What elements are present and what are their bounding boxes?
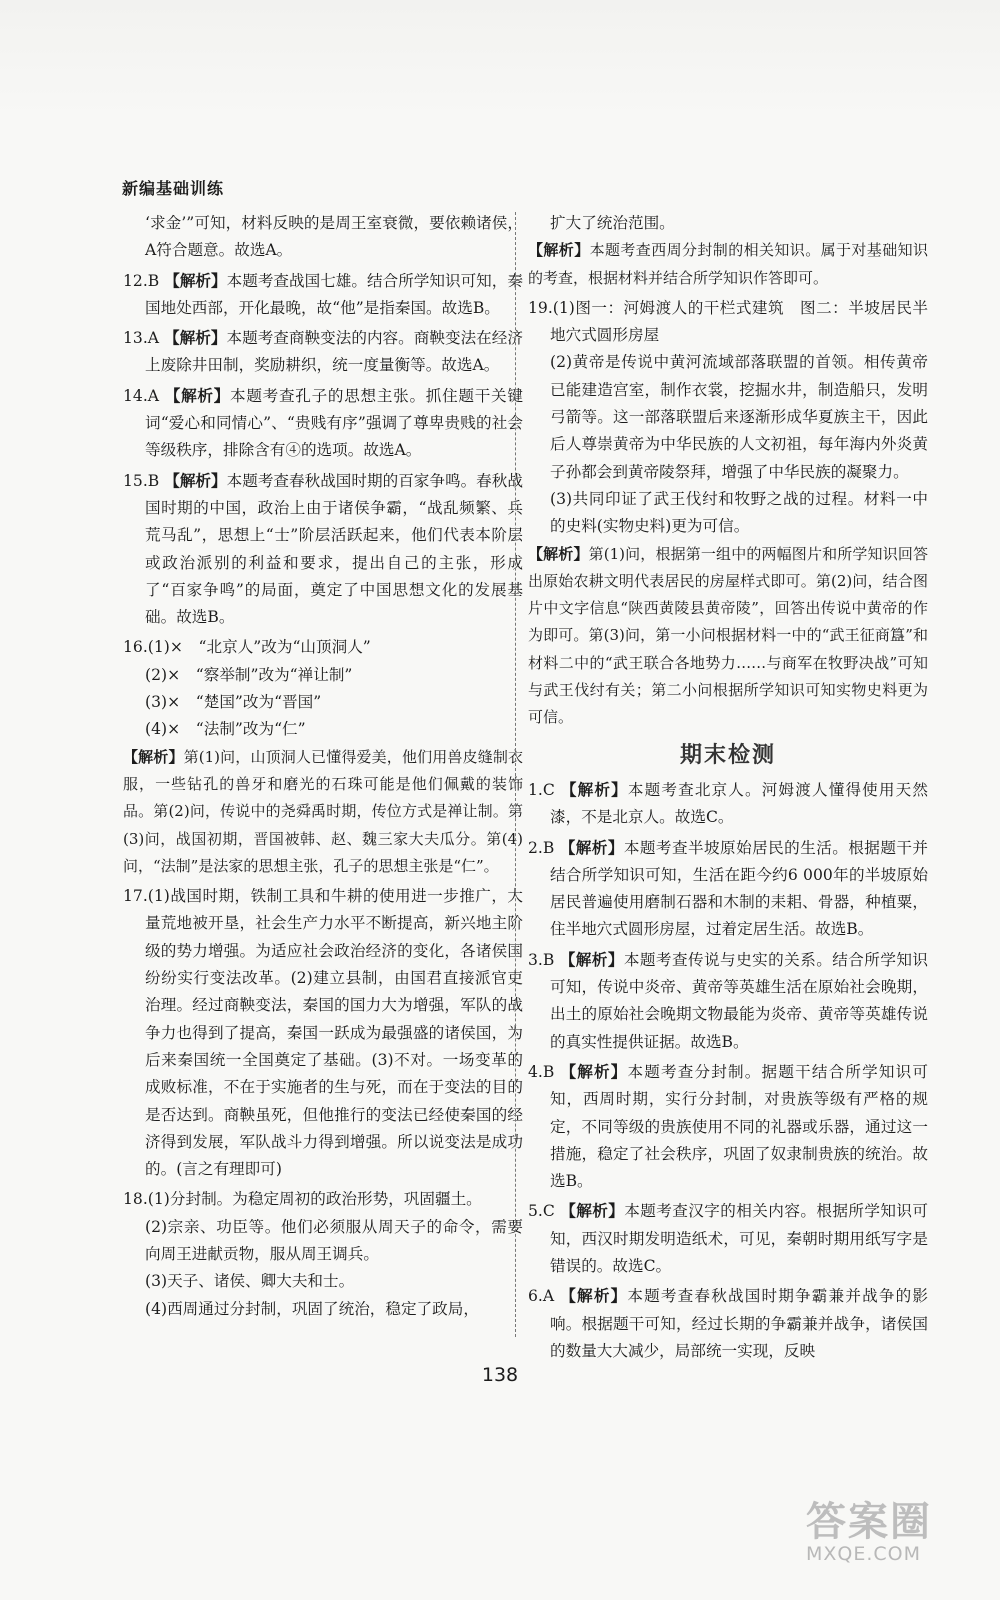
answer-head: 2.B <box>528 838 555 857</box>
analysis-tag: 【解析】 <box>560 1287 628 1306</box>
analysis-tag: 【解析】 <box>528 241 590 260</box>
exam-answer-2 <box>528 835 928 944</box>
column-divider <box>515 212 516 1337</box>
analysis-text: 第(1)问，山顶洞人已懂得爱美，他们用兽皮缝制衣服，一些钻孔的兽牙和磨光的石珠可能是他们佩戴的装饰品。第(2)问，传说中的尧舜禹时期，传位方式是禅让制。第(3)问，战国初期，晋国被韩、赵、魏三家大夫瓜分。第(4)问，“法制”是法家的思想主张，孔子的思想主张是“仁”。 <box>123 747 523 875</box>
answer-18-2: (2)宗亲、功臣等。他们必须服从周天子的命令，需要向周王进献贡物，服从周王调兵。 <box>145 1217 523 1263</box>
answer-text: 本题考查春秋战国时期的百家争鸣。春秋战国时期的中国，政治上由于诸侯争霸，“战乱频繁、兵荒马乱”，思想上“士”阶层活跃起来，他们代表本阶层或政治派别的利益和要求，提出自己的主张，形成了“百家争鸣”的局面，奠定了中国思想文化的发展基础。故选B。 <box>145 471 523 627</box>
answer-text: 本题考查商鞅变法的内容。商鞅变法在经济上废除井田制，奖励耕织，统一度量衡等。故选A。 <box>145 329 523 375</box>
answer-19-1: 19.(1)图一：河姆渡人的干栏式建筑 图二：半坡居民半地穴式圆形房屋 <box>528 298 928 345</box>
answer-head: 6.A <box>528 1287 555 1306</box>
watermark-logo: 答案圈 <box>806 1499 932 1545</box>
exam-answer-3 <box>528 947 928 1056</box>
analysis-tag: 【解析】 <box>559 838 624 857</box>
analysis-tag: 【解析】 <box>528 544 589 563</box>
watermark-url: MXQE.COM <box>806 1543 922 1565</box>
answer-text: 本题考查春秋战国时期争霸兼并战争的影响。根据题干可知，经过长期的争霸兼并战争，诸侯国的数量大大减少，局部统一实现，反映 <box>550 1287 928 1360</box>
analysis-text: 本题考查西周分封制的相关知识。属于对基础知识的考查，根据材料并结合所学知识作答即可。 <box>528 241 928 287</box>
page-header: 新编基础训练 <box>122 179 225 198</box>
answer-text: 本题考查分封制。据题干结合所学知识可知，西周时期，实行分封制，对贵族等级有严格的规定，不同等级的贵族使用不同的礼器或乐器，通过这一措施，稳定了社会秩序，巩固了奴隶制贵族的统治。故选B。 <box>550 1062 928 1191</box>
answer-18-continuation: 扩大了统治范围。 <box>550 214 675 232</box>
answer-head: 3.B <box>528 950 555 969</box>
answer-head: 1.C <box>528 780 555 799</box>
analysis-tag: 【解析】 <box>164 271 227 290</box>
analysis-tag: 【解析】 <box>560 780 628 799</box>
answer-head: 14.A <box>123 386 160 405</box>
analysis-tag: 【解析】 <box>559 950 624 969</box>
answer-text: 本题考查北京人。河姆渡人懂得使用天然漆，不是北京人。故选C。 <box>550 780 928 827</box>
answer-text: 本题考查传说与史实的关系。结合所学知识可知，传说中炎帝、黄帝等英雄生活在原始社会晚期，出土的原始社会晚期文物最能为炎帝、黄帝等英雄传说的真实性提供证据。故选B。 <box>550 950 928 1051</box>
answer-13 <box>123 325 523 380</box>
answer-18-1: 18.(1)分封制。为稳定周初的政治形势，巩固疆土。 <box>123 1190 482 1209</box>
analysis-19 <box>528 541 928 732</box>
answer-19-3: (3)共同印证了武王伐纣和牧野之战的过程。材料一中的史料(实物史料)更为可信。 <box>550 489 928 536</box>
answer-text: 本题考查孔子的思想主张。抓住题干关键词“爱心和同情心”、“贵贱有序”强调了尊卑贵贱的社会等级秩序，排除含有④的选项。故选A。 <box>145 386 523 460</box>
answer-continuation: ‘求金’”可知，材料反映的是周王室衰微，要依赖诸侯，A符合题意。故选A。 <box>145 214 523 260</box>
answer-16-1: 16.(1)× “北京人”改为“山顶洞人” <box>123 638 371 657</box>
analysis-tag: 【解析】 <box>560 1062 628 1081</box>
answer-16-3: (3)× “楚国”改为“晋国” <box>145 693 322 712</box>
answer-text: 本题考查战国七雄。结合所学知识可知，秦国地处西部，开化最晚，故“他”是指秦国。故选B。 <box>145 271 523 317</box>
analysis-tag: 【解析】 <box>164 386 231 405</box>
section-title: 期末检测 <box>679 742 776 768</box>
page-number: 138 <box>481 1364 519 1386</box>
analysis-tag: 【解析】 <box>164 471 227 490</box>
answer-text: 本题考查汉字的相关内容。根据所学知识可知，西汉时期发明造纸术，可见，秦朝时期用纸写字是错误的。故选C。 <box>550 1202 928 1275</box>
answer-head: 15.B <box>123 471 160 490</box>
analysis-tag: 【解析】 <box>560 1202 625 1221</box>
answer-19-2: (2)黄帝是传说中黄河流域部落联盟的首领。相传黄帝已能建造宫室，制作衣裳，挖掘水井，制造船只，发明弓箭等。这一部落联盟后来逐渐形成华夏族主干，因此后人尊崇黄帝为中华民族的人文初祖，每年海内外炎黄子孙都会到黄帝陵祭拜，增强了中华民族的凝聚力。 <box>550 353 928 481</box>
answer-15 <box>123 468 523 632</box>
answer-head: 12.B <box>123 271 160 290</box>
answer-14 <box>123 383 523 465</box>
left-column <box>123 210 523 1323</box>
answer-head: 13.A <box>123 329 160 348</box>
answer-17: 17.(1)战国时期，铁制工具和牛耕的使用进一步推广，大量荒地被开垦，社会生产力水平不断提高，新兴地主阶级的势力增强。为适应社会政治经济的变化，各诸侯国纷纷实行变法改革。(2)建立县制，由国君直接派官吏治理。经过商鞅变法，秦国的国力大为增强，军队的战争力也得到了提高，秦国一跃成为最强盛的诸侯国，为后来秦国统一全国奠定了基础。(3)不对。一场变革的成败标准，不在于实施者的生与死，而在于变法的目的是否达到。商鞅虽死，但他推行的变法已经使秦国的经济得到发展，军队战斗力得到增强。所以说变法是成功的。(言之有理即可) <box>123 887 523 1179</box>
answer-18-4: (4)西周通过分封制，巩固了统治，稳定了政局， <box>145 1299 479 1318</box>
answer-12 <box>123 268 523 323</box>
exam-answer-5 <box>528 1198 928 1280</box>
answer-16-2: (2)× “察举制”改为“禅让制” <box>145 665 353 684</box>
analysis-tag: 【解析】 <box>164 329 227 348</box>
exam-answer-4 <box>528 1059 928 1195</box>
answer-head: 5.C <box>528 1202 555 1221</box>
answer-18-3: (3)天子、诸侯、卿大夫和士。 <box>145 1272 355 1291</box>
answer-text: 本题考查半坡原始居民的生活。根据题干并结合所学知识可知，生活在距今约6 000年的半坡原始居民普遍使用磨制石器和木制的耒耜、骨器，种植粟，住半地穴式圆形房屋，过着定居生活。故选B。 <box>550 838 928 939</box>
analysis-tag: 【解析】 <box>123 747 184 766</box>
right-column <box>528 210 928 1368</box>
analysis-18 <box>528 237 928 292</box>
watermark <box>806 1490 986 1590</box>
analysis-16 <box>123 744 523 880</box>
exam-answer-6 <box>528 1283 928 1365</box>
answer-head: 4.B <box>528 1062 555 1081</box>
analysis-text: 第(1)问，根据第一组中的两幅图片和所学知识回答出原始农耕文明代表居民的房屋样式即可。第(2)问，结合图片中文字信息“陕西黄陵县黄帝陵”，回答出传说中黄帝的作为即可。第(3)问，第一小问根据材料一中的“武王征商簋”和材料二中的“武王联合各地势力……与商军在牧野决战”可知与武王伐纣有关；第二小问根据所学知识可知实物史料更为可信。 <box>528 544 928 727</box>
exam-answer-1 <box>528 777 928 832</box>
answer-16-4: (4)× “法制”改为“仁” <box>145 720 306 739</box>
